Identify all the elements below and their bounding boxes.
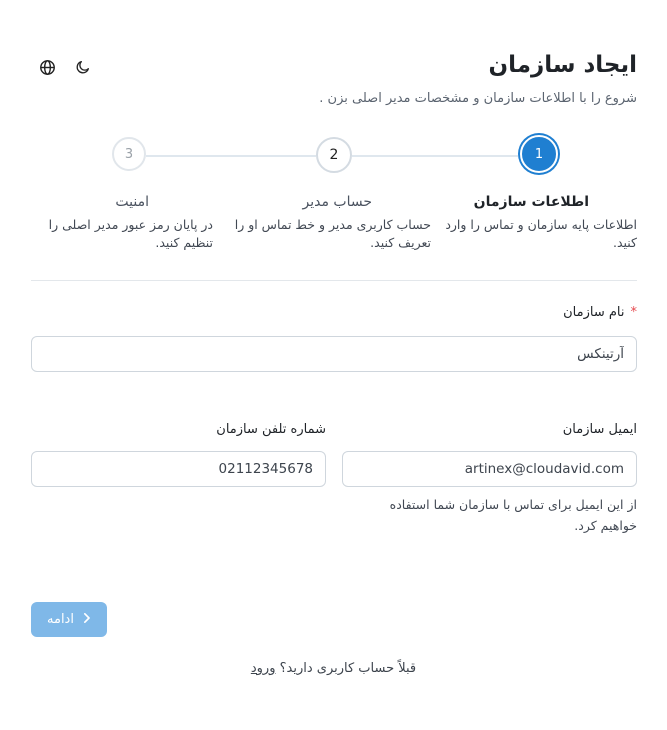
step-3-title: امنیت [115,194,149,210]
step-3-description: در پایان رمز عبور مدیر اصلی را تنظیم کنید. [48,217,213,250]
login-link[interactable]: ورود [250,661,276,676]
section-divider [31,280,637,281]
theme-toggle-button[interactable] [70,54,96,80]
step-2-circle[interactable] [316,137,352,173]
language-button[interactable] [34,54,60,80]
email-input[interactable] [342,451,637,487]
required-mark: * [630,305,637,320]
continue-button[interactable] [31,602,107,637]
phone-label: شماره تلفن سازمان [216,422,326,437]
step-connector-1-2 [352,155,518,157]
chevron-right-icon [82,612,91,627]
email-label: ایمیل سازمان [562,422,637,437]
login-question: قبلاً حساب کاربری دارید؟ [279,661,417,676]
step-3-circle[interactable] [112,137,146,171]
org-name-label-text: نام سازمان [563,305,625,320]
step-connector-2-3 [146,155,316,157]
step-1-circle[interactable] [520,135,558,173]
login-prompt [0,661,667,676]
page-title: ایجاد سازمان [488,52,637,78]
page-subtitle: شروع را با اطلاعات سازمان و مشخصات مدیر اصلی بزن . [319,91,637,106]
step-2-description: حساب کاربری مدیر و خط تماس او را تعریف کنید. [234,217,431,250]
step-1-description: اطلاعات پایه سازمان و تماس را وارد کنید. [445,217,637,250]
step-3-number: 3 [124,146,134,162]
continue-label: ادامه [47,612,74,627]
step-1-number: 1 [534,146,544,162]
moon-icon [75,59,91,75]
org-name-label [563,305,637,320]
org-name-input[interactable] [31,336,637,372]
phone-input[interactable] [31,451,326,487]
step-2-number: 2 [329,147,339,163]
step-1-title: اطلاعات سازمان [473,194,589,210]
globe-icon [39,59,56,76]
email-help-text: از این ایمیل برای تماس با سازمان شما استفاده خواهیم کرد. [389,497,637,533]
step-2-title: حساب مدیر [302,194,372,210]
